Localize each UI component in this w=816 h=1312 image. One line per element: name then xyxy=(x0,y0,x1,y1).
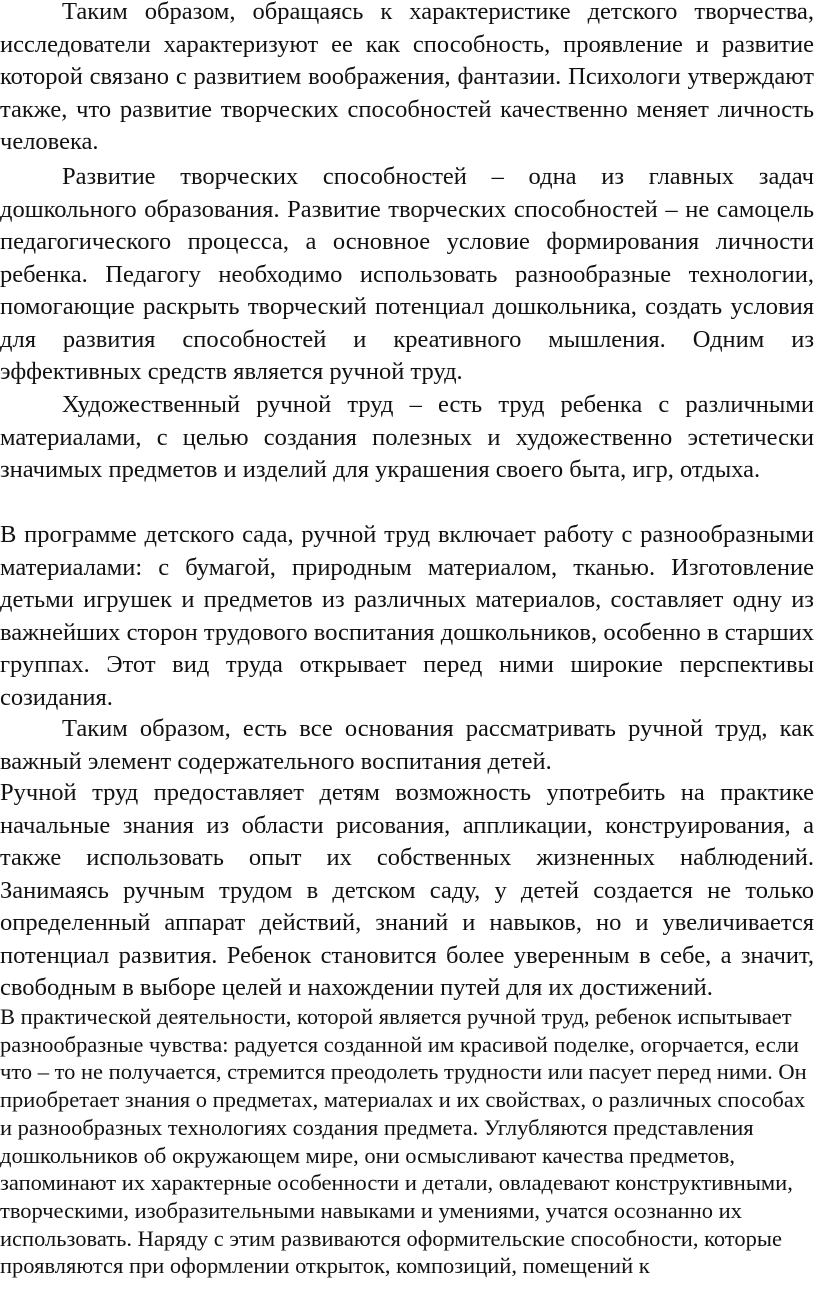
paragraph-conclusion: Таким образом, есть все основания рассматривать ручной труд, как важный элемент содержательного воспитания детей. xyxy=(0,715,814,775)
paragraph-kindergarten-program: В программе детского сада, ручной труд включает работу с разнообразными материалами: с бумагой, природным материалом, тканью. Изготовление детьми игрушек и предметов из различных материалов, составляет одну из важнейших сторон трудового воспитания дошкольников, особенно в старших группах. Этот вид труда открывает перед ними широкие перспективы созидания. xyxy=(0,521,814,711)
paragraph-artistic-manual-labor: Художественный ручной труд – есть труд ребенка с различными материалами, с целью создания полезных и художественно эстетически значимых предметов и изделий для украшения своего быта, игр, отдыха. xyxy=(0,391,814,483)
paragraph-manual-labor-opportunities: Ручной труд предоставляет детям возможность употребить на практике начальные знания из области рисования, аппликации, конструирования, а также использовать опыт их собственных жизненных наблюдений. Занимаясь ручным трудом в детском саду, у детей создается не только определенный аппарат действий, знаний и навыков, но и увеличивается потенциал развития. Ребенок становится более уверенным в себе, а значит, свободным в выборе целей и нахождении путей для их достижений. xyxy=(0,779,814,1001)
paragraph-children-creativity: Таким образом, обращаясь к характеристике детского творчества, исследователи характеризуют ее как способность, проявление и развитие которой связано с развитием воображения, фантазии. Психологи утверждают также, что развитие творческих способностей качественно меняет личность человека. xyxy=(0,0,814,155)
paragraph-practical-activity: В практической деятельности, которой является ручной труд, ребенок испытывает разнообразные чувства: радуется созданной им красивой поделке, огорчается, если что – то не получается, стремится преодолеть трудности или пасует перед ними. Он приобретает знания о предметах, материалах и их свойствах, о различных способах и разнообразных технологиях создания предмета. Углубляются представления дошкольников об окружающем мире, они осмысливают качества предметов, запоминают их характерные особенности и детали, овладевают конструктивными, творческими, изобразительными навыками и умениями, учатся осознанно их использовать. Наряду с этим развиваются оформительские способности, которые проявляются при оформлении открыток, композиций, помещений к xyxy=(0,1004,807,1279)
paragraph-creative-abilities: Развитие творческих способностей – одна из главных задач дошкольного образования. Развитие творческих способностей – не самоцель педагогического процесса, а основное условие формирования личности ребенка. Педагогу необходимо использовать разнообразные технологии, помогающие раскрыть творческий потенциал дошкольника, создать условия для развития способностей и креативного мышления. Одним из эффективных средств является ручной труд. xyxy=(0,163,814,385)
